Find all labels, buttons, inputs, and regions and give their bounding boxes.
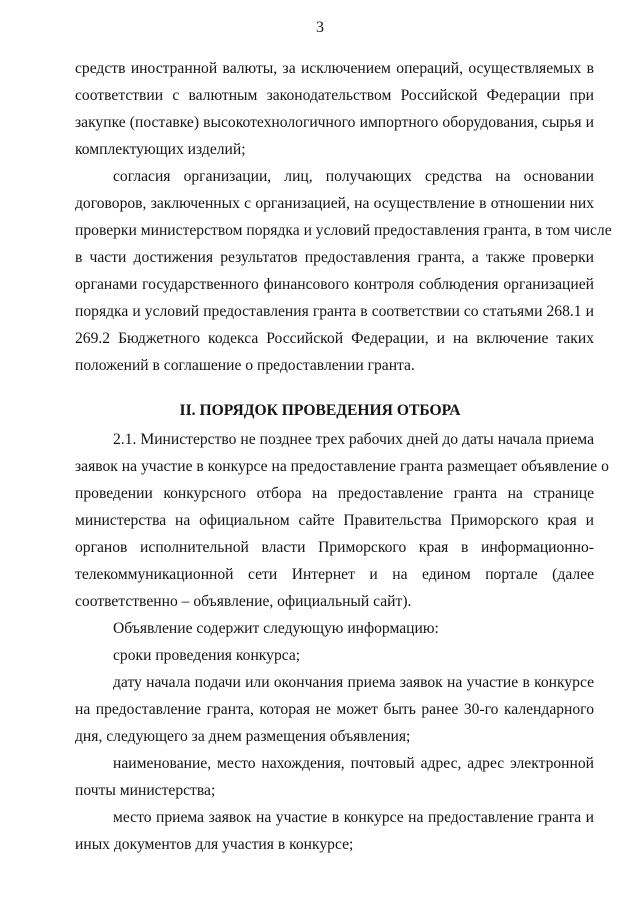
text-line: органов исполнительной власти Приморского края в информационно- bbox=[75, 539, 594, 556]
text-line: органами государственного финансового контроля соблюдения организацией bbox=[75, 276, 594, 293]
text-line: место приема заявок на участие в конкурсе на предоставление гранта и bbox=[113, 809, 594, 826]
text-line: сроки проведения конкурса; bbox=[113, 647, 301, 664]
text-line: телекоммуникационной сети Интернет и на едином портале (далее bbox=[75, 566, 594, 583]
text-line: порядка и условий предоставления гранта в соответствии со статьями 268.1 и bbox=[75, 303, 594, 320]
text-line: договоров, заключенных с организацией, на осуществление в отношении них bbox=[75, 195, 594, 212]
text-line: согласия организации, лиц, получающих средства на основании bbox=[113, 168, 594, 185]
page-number: 3 bbox=[316, 19, 324, 36]
text-line: проведении конкурсного отбора на предоставление гранта на странице bbox=[75, 485, 594, 502]
text-line: 269.2 Бюджетного кодекса Российской Федерации, и на включение таких bbox=[75, 330, 594, 347]
text-line: заявок на участие в конкурсе на предоставление гранта размещает объявление о bbox=[75, 458, 609, 475]
text-line: наименование, место нахождения, почтовый адрес, адрес электронной bbox=[113, 755, 594, 772]
text-line: положений в соглашение о предоставлении гранта. bbox=[75, 357, 415, 374]
text-line: 2.1. Министерство не позднее трех рабочих дней до даты начала приема bbox=[113, 431, 594, 448]
text-line: дня, следующего за днем размещения объявления; bbox=[75, 728, 411, 745]
section-heading: II. ПОРЯДОК ПРОВЕДЕНИЯ ОТБОРА bbox=[179, 402, 461, 419]
text-line: соответственно – объявление, официальный сайт). bbox=[75, 593, 412, 610]
text-line: соответствии с валютным законодательством Российской Федерации при bbox=[75, 87, 594, 104]
text-line: Объявление содержит следующую информацию: bbox=[113, 620, 439, 637]
text-line: комплектующих изделий; bbox=[75, 141, 246, 158]
text-line: в части достижения результатов предоставления гранта, а также проверки bbox=[75, 249, 594, 266]
text-line: почты министерства; bbox=[75, 782, 216, 799]
text-line: закупке (поставке) высокотехнологичного импортного оборудования, сырья и bbox=[75, 114, 594, 131]
text-line: на предоставление гранта, которая не может быть ранее 30-го календарного bbox=[75, 701, 594, 718]
text-line: средств иностранной валюты, за исключением операций, осуществляемых в bbox=[75, 60, 594, 77]
text-line: министерства на официальном сайте Правительства Приморского края и bbox=[75, 512, 594, 529]
text-line: дату начала подачи или окончания приема заявок на участие в конкурсе bbox=[113, 674, 594, 691]
text-line: проверки министерством порядка и условий предоставления гранта, в том числе bbox=[75, 222, 612, 239]
text-line: иных документов для участия в конкурсе; bbox=[75, 836, 354, 853]
